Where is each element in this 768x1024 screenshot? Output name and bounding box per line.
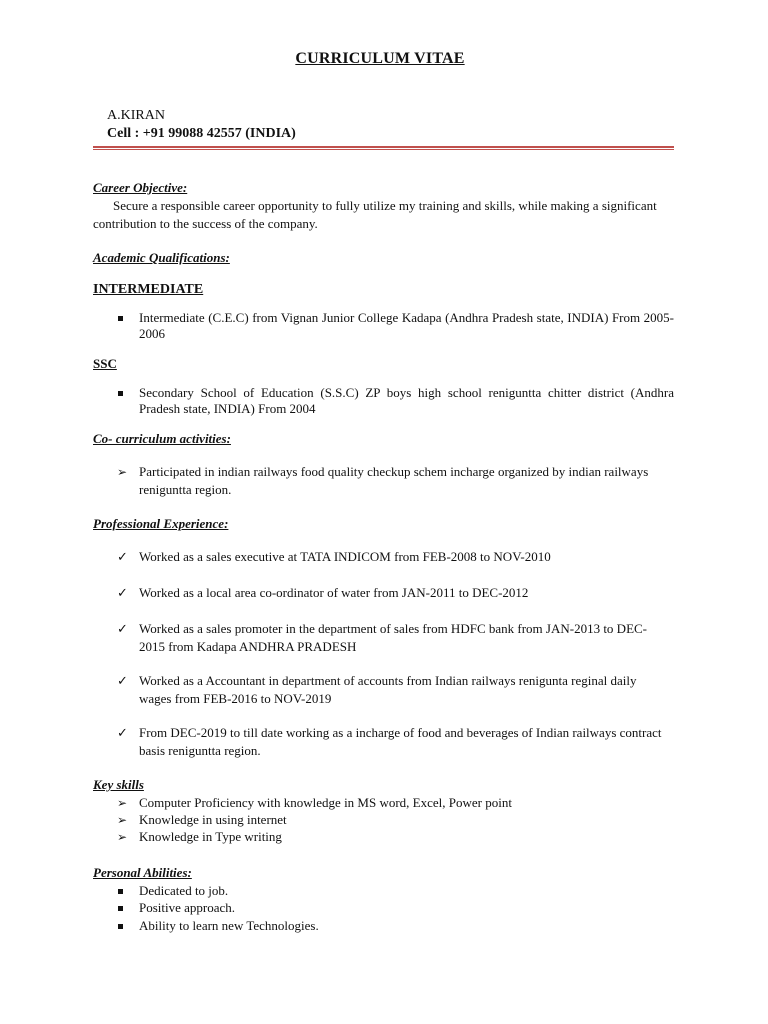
- ssc-detail: Secondary School of Education (S.S.C) ZP boys high school reniguntta chitter district (Andhra Pradesh state, INDIA) From 2004: [139, 385, 674, 416]
- experience-item: Worked as a Accountant in department of accounts from Indian railways renigunta reginal daily wages from FEB-2016 to NOV-2019: [139, 673, 637, 706]
- checkmark-icon: ✓: [117, 549, 128, 564]
- contact-phone: Cell : +91 99088 42557 (INDIA): [107, 126, 296, 141]
- skill-item: Computer Proficiency with knowledge in MS word, Excel, Power point: [139, 795, 512, 810]
- list-item: [117, 883, 674, 900]
- intermediate-detail: Intermediate (C.E.C) from Vignan Junior College Kadapa (Andhra Pradesh state, INDIA) From 2005-2006: [139, 310, 674, 341]
- list-item: [117, 795, 674, 812]
- list-item: [117, 585, 674, 603]
- arrow-bullet-icon: ➢: [117, 813, 128, 827]
- arrow-bullet-icon: ➢: [117, 830, 128, 844]
- experience-heading: Professional Experience:: [93, 516, 229, 531]
- bullet-square-icon: [117, 883, 137, 894]
- skill-item: Knowledge in using internet: [139, 812, 287, 827]
- bullet-square-icon: [117, 310, 137, 321]
- list-item: [117, 310, 674, 344]
- list-item: [117, 918, 674, 935]
- experience-item: Worked as a sales executive at TATA INDICOM from FEB-2008 to NOV-2010: [139, 549, 551, 564]
- academic-heading: Academic Qualifications:: [93, 250, 230, 265]
- arrow-bullet-icon: ➢: [117, 796, 128, 810]
- list-item: [117, 672, 674, 708]
- list-item: [117, 549, 674, 567]
- ability-item: Positive approach.: [139, 900, 236, 915]
- bullet-square-icon: [117, 918, 137, 929]
- career-objective-text: Secure a responsible career opportunity to fully utilize my training and skills, while making a significant contribution to the success of the company.: [93, 198, 657, 231]
- list-item: [117, 812, 674, 829]
- career-objective-heading: Career Objective:: [93, 180, 188, 195]
- arrow-bullet-icon: ➢: [117, 465, 128, 479]
- bullet-square-icon: [117, 900, 137, 911]
- list-item: [117, 829, 674, 846]
- checkmark-icon: ✓: [117, 725, 128, 740]
- bullet-square-icon: [117, 385, 137, 396]
- list-item: [117, 724, 674, 760]
- list-item: [117, 463, 674, 499]
- key-skills-heading: Key skills: [93, 777, 144, 792]
- abilities-heading: Personal Abilities:: [93, 865, 192, 880]
- intermediate-heading: INTERMEDIATE: [93, 282, 204, 297]
- experience-item: Worked as a sales promoter in the department of sales from HDFC bank from JAN-2013 to DEC-2015 from Kadapa ANDHRA PRADESH: [139, 621, 648, 654]
- list-item: [117, 385, 674, 419]
- experience-item: From DEC-2019 to till date working as a incharge of food and beverages of Indian railways contract basis reniguntta region.: [139, 725, 662, 758]
- ability-item: Dedicated to job.: [139, 883, 229, 898]
- checkmark-icon: ✓: [117, 621, 128, 636]
- document-title: CURRICULUM VITAE: [295, 50, 465, 67]
- header-divider: [93, 146, 674, 150]
- checkmark-icon: ✓: [117, 585, 128, 600]
- list-item: [117, 900, 674, 917]
- ssc-heading: SSC: [93, 356, 117, 371]
- skill-item: Knowledge in Type writing: [139, 829, 282, 844]
- list-item: [117, 620, 674, 656]
- candidate-name: A.KIRAN: [107, 108, 165, 123]
- cocurricular-heading: Co- curriculum activities:: [93, 431, 231, 446]
- experience-item: Worked as a local area co-ordinator of water from JAN-2011 to DEC-2012: [139, 585, 529, 600]
- checkmark-icon: ✓: [117, 673, 128, 688]
- cocurricular-item: Participated in indian railways food quality checkup schem incharge organized by indian railways reniguntta region.: [139, 464, 649, 497]
- ability-item: Ability to learn new Technologies.: [139, 918, 319, 933]
